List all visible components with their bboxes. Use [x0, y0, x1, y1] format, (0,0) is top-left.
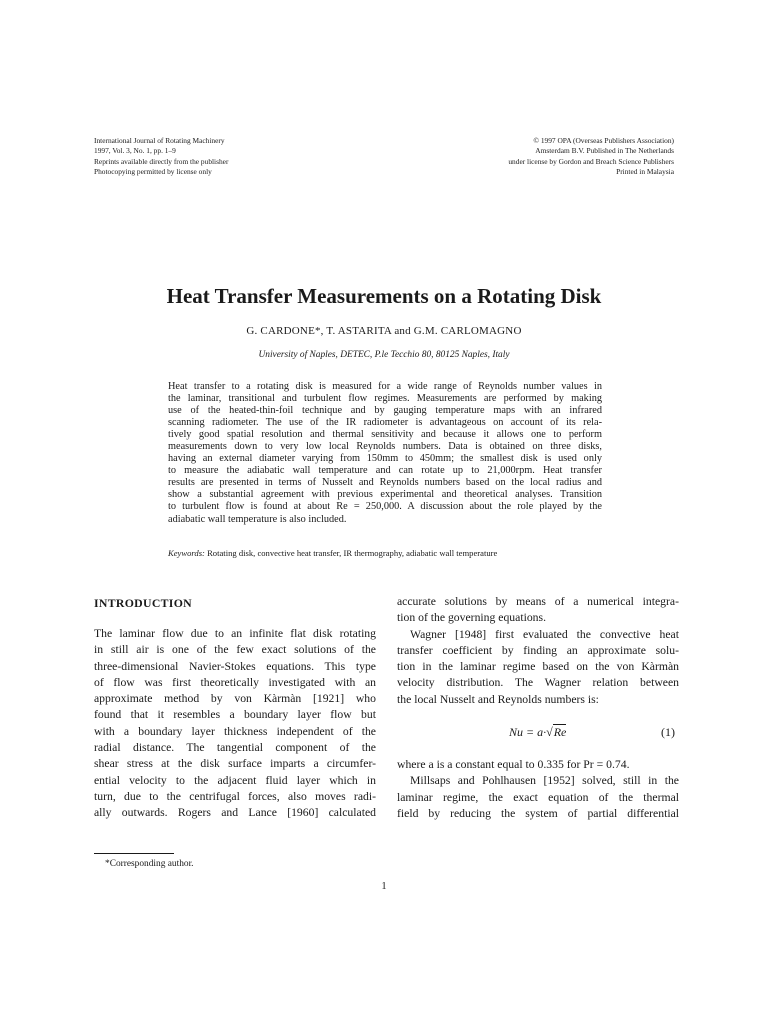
- footnote: *Corresponding author.: [105, 859, 194, 869]
- text-line: transfer coefficient by finding an approximate solu-: [397, 643, 679, 657]
- keywords: [168, 548, 497, 558]
- abstract-line: to turbulent flow is found at about Re = 250,000. A discussion about the role played by the: [168, 501, 602, 513]
- text-line: with a boundary layer thickness independent of the: [94, 724, 376, 738]
- journal-info-line: Reprints available directly from the publisher: [94, 156, 229, 166]
- abstract-line: the laminar, transitional and turbulent flow regimes. Measurements are performed by making: [168, 393, 602, 405]
- text-line: velocity distribution. The Wagner relation between: [397, 676, 679, 690]
- equation-lhs: Nu = a·: [509, 725, 547, 739]
- text-line: the local Nusselt and Reynolds numbers is:: [397, 692, 599, 706]
- text-line: Millsaps and Pohlhausen [1952] solved, still in the: [410, 774, 679, 788]
- paragraph: [397, 773, 679, 822]
- abstract-line: Heat transfer to a rotating disk is measured for a wide range of Reynolds number values in: [168, 381, 602, 392]
- text-line: turn, due to the centrifugal forces, also moves radi-: [94, 789, 376, 803]
- text-line: in still air is one of the few exact solutions of the: [94, 643, 376, 657]
- equation-number: (1): [661, 725, 675, 739]
- text-line: radial distance. The tangential component of the: [94, 741, 376, 755]
- footnote-divider: [94, 853, 174, 854]
- text-line: field by reducing the system of partial differential: [397, 806, 679, 820]
- copyright-line: under license by Gordon and Breach Science Publishers: [508, 156, 674, 166]
- text-line: approximate method by von Kàrmàn [1921] who: [94, 692, 376, 706]
- text-line: accurate solutions by means of a numerical integra-: [397, 595, 679, 608]
- abstract: [168, 381, 602, 526]
- journal-info-line: International Journal of Rotating Machinery: [94, 136, 225, 145]
- keywords-label: Keywords:: [168, 548, 205, 558]
- left-column: [94, 594, 376, 822]
- copyright-line: © 1997 OPA (Overseas Publishers Association): [533, 136, 674, 145]
- text-line: Wagner [1948] first evaluated the convective heat: [410, 627, 679, 641]
- abstract-line: use of the heated-thin-foil technique and by gauging temperature maps with an infrared: [168, 405, 602, 417]
- paragraph: [397, 757, 679, 773]
- keywords-text: Rotating disk, convective heat transfer, IR thermography, adiabatic wall temperature: [207, 548, 498, 558]
- text-line: three-dimensional Navier-Stokes equations. This type: [94, 659, 376, 673]
- paragraph: [397, 594, 679, 627]
- right-column: [397, 594, 679, 822]
- text-line: shear stress at the disk surface imparts a circumfer-: [94, 757, 376, 771]
- authors: G. CARDONE*, T. ASTARITA and G.M. CARLOMAGNO: [246, 325, 522, 337]
- text-line: The laminar flow due to an infinite flat disk rotating: [94, 627, 376, 640]
- abstract-line: adiabatic wall temperature is also included.: [168, 513, 347, 525]
- abstract-line: to measure the adiabatic wall temperature and can rotate up to 21,000rpm. Heat transfer: [168, 465, 602, 477]
- abstract-line: results are presented in terms of Nusselt and Reynolds numbers based on the local radius and: [168, 477, 602, 489]
- page-number: 1: [381, 881, 387, 892]
- sqrt-sign: √: [546, 725, 553, 739]
- text-line: ential velocity to the adjacent fluid layer which in: [94, 773, 376, 787]
- equation-radicand: Re: [553, 725, 567, 739]
- section-heading-introduction: INTRODUCTION: [94, 596, 192, 610]
- text-line: laminar regime, the exact equation of the thermal: [397, 790, 679, 804]
- journal-info: [94, 136, 228, 177]
- paragraph: [397, 627, 679, 708]
- abstract-line: having an external diameter varying from 150mm to 450mm; the smallest disk is used only: [168, 453, 602, 465]
- text-line: of flow was first theoretically investigated with an: [94, 675, 376, 689]
- journal-info-line: Photocopying permitted by license only: [94, 166, 212, 176]
- abstract-line: show a substantial agreement with previous experimental and theoretical analyses. Transition: [168, 489, 602, 501]
- text-line: found that it resembles a boundary layer flow but: [94, 708, 376, 722]
- copyright-line: Amsterdam B.V. Published in The Netherlands: [535, 146, 674, 156]
- paper-title: Heat Transfer Measurements on a Rotating Disk: [166, 284, 602, 308]
- abstract-line: scanning radiometer. The use of the IR radiometer is advantageous on account of its rela-: [168, 417, 602, 429]
- text-line: where a is a constant equal to 0.335 for Pr = 0.74.: [397, 758, 630, 772]
- affiliation: University of Naples, DETEC, P.le Tecchio 80, 80125 Naples, Italy: [258, 350, 510, 360]
- paragraph: [94, 626, 376, 822]
- abstract-line: tively good spatial resolution and thermal sensitivity and because it allows one to perform: [168, 429, 602, 441]
- text-line: tion in the laminar regime based on the von Kàrmàn: [397, 660, 679, 674]
- equation-expression: [509, 722, 566, 742]
- text-line: ally outwards. Rogers and Lance [1960] calculated: [94, 806, 376, 820]
- journal-info-line: 1997, Vol. 3, No. 1, pp. 1–9: [94, 146, 176, 156]
- copyright-line: Printed in Malaysia: [616, 166, 674, 176]
- text-line: tion of the governing equations.: [397, 611, 546, 625]
- copyright-info: [508, 136, 674, 177]
- abstract-line: measurements down to very low local Reynolds numbers. Data is obtained on three disks,: [168, 441, 602, 453]
- equation-1: [397, 722, 679, 742]
